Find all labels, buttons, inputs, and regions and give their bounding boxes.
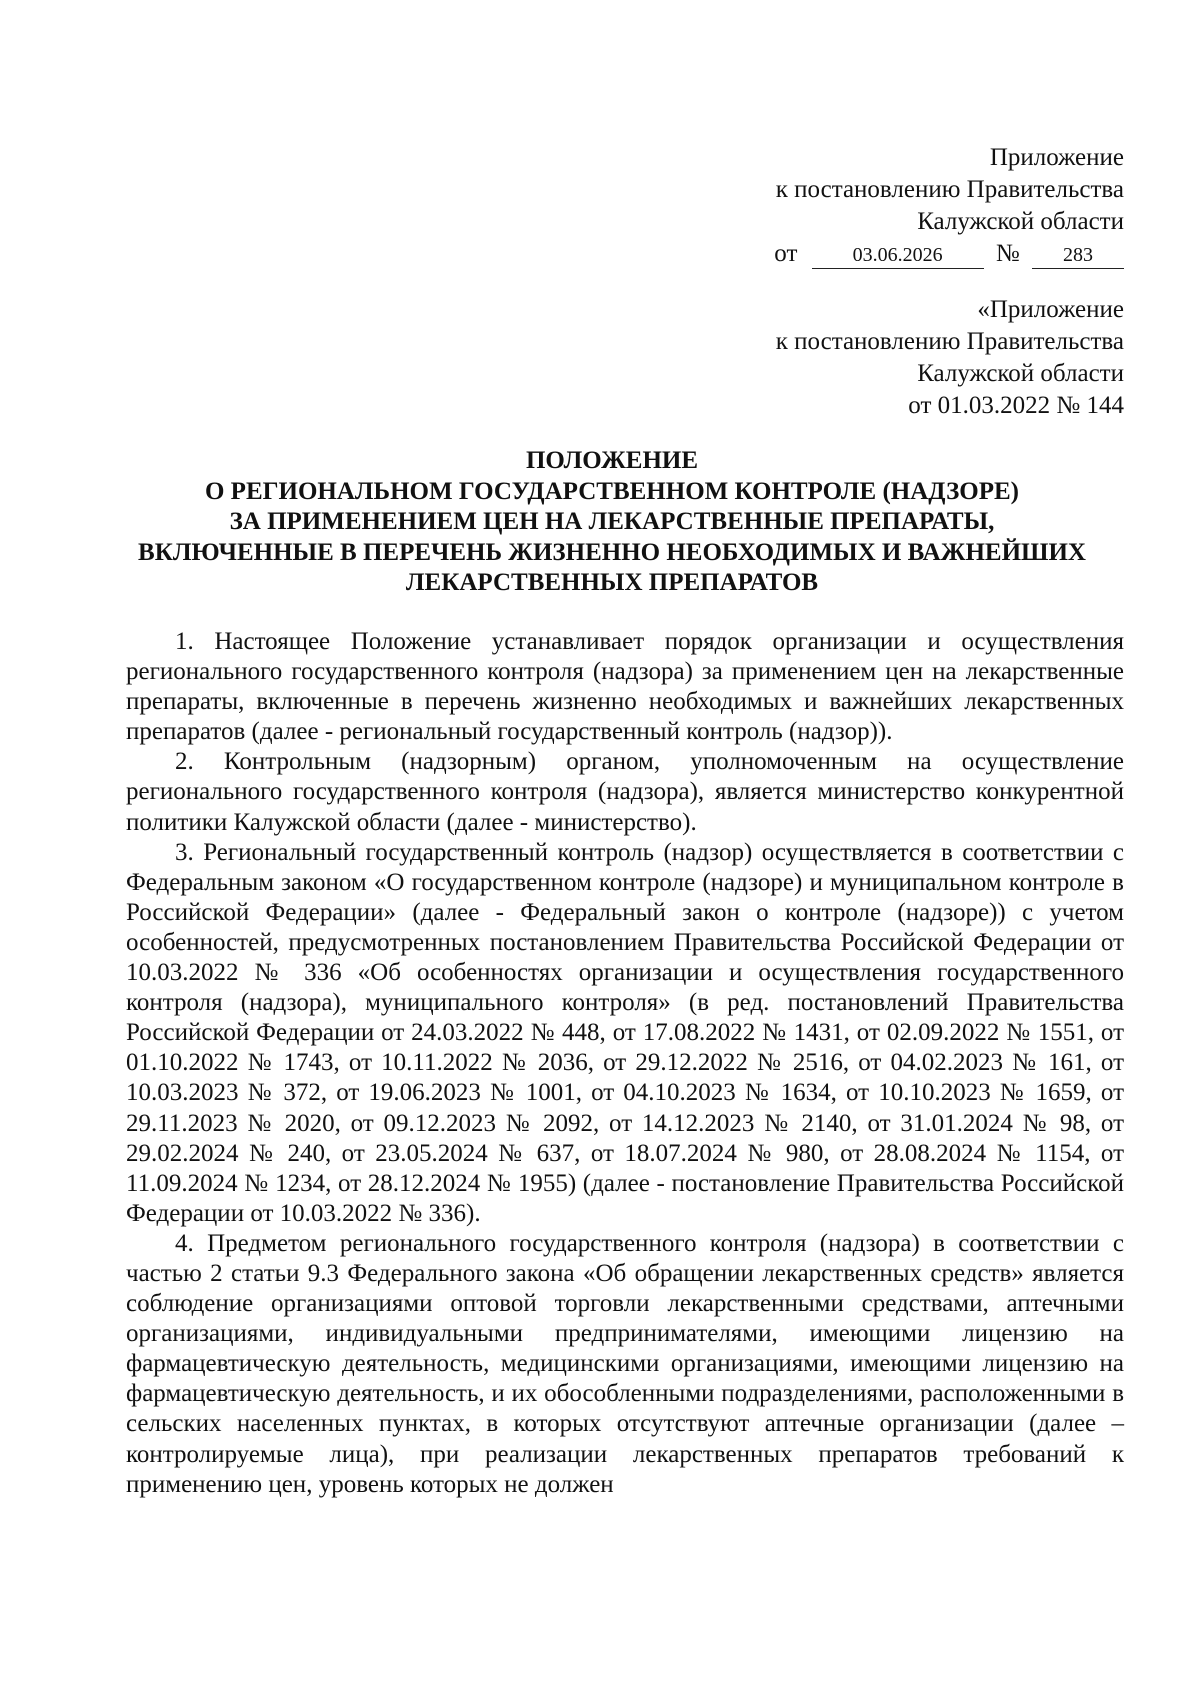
appendix-region: Калужской области bbox=[917, 208, 1124, 235]
appendix-header bbox=[774, 142, 1124, 270]
appendix-resolution-ref: к постановлению Правительства bbox=[775, 176, 1124, 203]
original-appendix-label: «Приложение bbox=[977, 296, 1124, 323]
number-label: № bbox=[995, 240, 1020, 267]
paragraph-1: 1. Настоящее Положение устанавливает порядок организации и осуществления регионального государственного контроля (надзора) за применением цен на лекарственные препараты, включенные в перечень жизненно необходимых и важнейших лекарственных препаратов (далее - региональный государственный контроль (надзор)). bbox=[126, 628, 1124, 746]
title-line-5: ЛЕКАРСТВЕННЫХ ПРЕПАРАТОВ bbox=[405, 569, 819, 596]
document-body bbox=[126, 627, 1124, 1500]
appendix-label: Приложение bbox=[989, 144, 1124, 171]
paragraph-2: 2. Контрольным (надзорным) органом, уполномоченным на осуществление регионального государственного контроля (надзора), является министерство конкурентной политики Калужской области (далее - министерство). bbox=[126, 748, 1124, 836]
title-line-4: ВКЛЮЧЕННЫЕ В ПЕРЕЧЕНЬ ЖИЗНЕННО НЕОБХОДИМЫХ И ВАЖНЕЙШИХ bbox=[138, 538, 1086, 566]
date-label: от bbox=[774, 240, 798, 267]
title-line-3: ЗА ПРИМЕНЕНИЕМ ЦЕН НА ЛЕКАРСТВЕННЫЕ ПРЕПАРАТЫ, bbox=[229, 508, 995, 535]
title-line-1: ПОЛОЖЕНИЕ bbox=[525, 447, 699, 474]
original-appendix-date: от 01.03.2022 № 144 bbox=[908, 392, 1124, 419]
document-title bbox=[100, 446, 1124, 599]
paragraph-3: 3. Региональный государственный контроль (надзор) осуществляется в соответствии с Федеральным законом «О государственном контроле (надзоре) и муниципальном контроле в Российской Федерации» (далее - Федеральный закон о контроле (надзоре)) с учетом особенностей, предусмотренных постановлением Правительства Российской Федерации от 10.03.2022 № 336 «Об особенностях организации и осуществления государственного контроля (надзора), муниципального контроля» (в ред. постановлений Правительства Российской Федерации от 24.03.2022 № 448, от 17.08.2022 № 1431, от 02.09.2022 № 1551, от 01.10.2022 № 1743, от 10.11.2022 № 2036, от 29.12.2022 № 2516, от 04.02.2023 № 161, от 10.03.2023 № 372, от 19.06.2023 № 1001, от 04.10.2023 № 1634, от 10.10.2023 № 1659, от 29.11.2023 № 2020, от 09.12.2023 № 2092, от 14.12.2023 № 2140, от 31.01.2024 № 98, от 29.02.2024 № 240, от 23.05.2024 № 637, от 18.07.2024 № 980, от 28.08.2024 № 1154, от 11.09.2024 № 1234, от 28.12.2024 № 1955) (далее - постановление Правительства Российской Федерации от 10.03.2022 № 336). bbox=[126, 838, 1124, 1227]
appendix-date-line bbox=[774, 238, 1124, 270]
date-field: 03.06.2026 bbox=[812, 244, 984, 269]
title-line-2: О РЕГИОНАЛЬНОМ ГОСУДАРСТВЕННОМ КОНТРОЛЕ (НАДЗОРЕ) bbox=[204, 477, 1019, 505]
original-appendix-resolution-ref: к постановлению Правительства bbox=[775, 328, 1124, 355]
original-appendix-region: Калужской области bbox=[917, 360, 1124, 387]
number-field: 283 bbox=[1032, 244, 1124, 269]
original-appendix-header bbox=[776, 294, 1124, 422]
paragraph-4: 4. Предметом регионального государственного контроля (надзора) в соответствии с частью 2 статьи 9.3 Федерального закона «Об обращении лекарственных средств» является соблюдение организациями оптовой торговли лекарственными средствами, аптечными организациями, индивидуальными предпринимателями, имеющими лицензию на фармацевтическую деятельность, медицинскими организациями, имеющими лицензию на фармацевтическую деятельность, и их обособленными подразделениями, расположенными в сельских населенных пунктах, в которых отсутствуют аптечные организации (далее – контролируемые лица), при реализации лекарственных препаратов требований к применению цен, уровень которых не должен bbox=[126, 1229, 1124, 1498]
